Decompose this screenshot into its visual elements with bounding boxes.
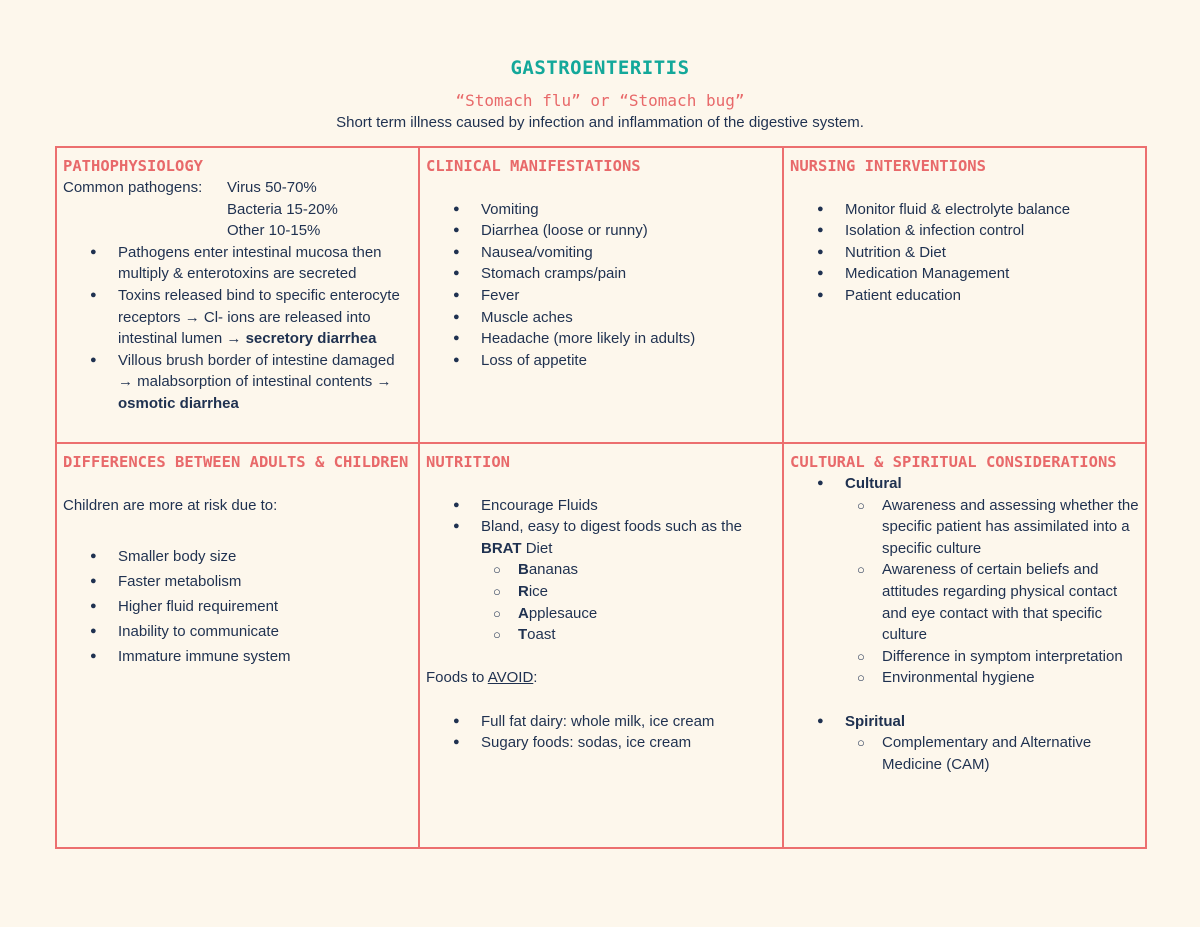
pathogen-bacteria: Bacteria 15-20% [227, 200, 338, 218]
circle-bullet-icon: ○ [857, 562, 865, 578]
osmotic-diarrhea: osmotic diarrhea [118, 394, 239, 412]
bullet-icon: ● [90, 245, 97, 258]
pathogen-virus: Virus 50-70% [227, 179, 317, 196]
differences-heading: DIFFERENCES BETWEEN ADULTS & CHILDREN [63, 453, 409, 471]
list-item: ● Headache (more likely in adults) [426, 328, 776, 350]
list-item [790, 473, 1139, 689]
spiritual-label: Spiritual [845, 712, 906, 730]
list-item: ● Vomiting [426, 199, 776, 221]
list-item: ○ Complementary and Alternative Medicine (CAM) [857, 734, 1092, 773]
spiritual-sublist [845, 732, 1139, 775]
bullet-icon: ● [90, 625, 97, 638]
nutrition-heading: NUTRITION [426, 453, 510, 471]
list-item: ● Faster metabolism [63, 569, 412, 594]
bullet-icon: ● [453, 310, 460, 323]
list-item: ● Toxins released bind to specific enterocyte receptors → Cl- ions are released into intestinal lumen → secretory diarrhea [90, 286, 400, 348]
bullet-icon: ● [90, 353, 97, 366]
bullet-icon: ● [817, 267, 824, 280]
nutrition-cell [420, 444, 784, 847]
list-item: ○ Difference in symptom interpretation [845, 646, 1139, 668]
nutrition-list [426, 495, 776, 646]
list-item [790, 711, 1139, 776]
list-item: ● Bland, easy to digest foods such as the BRAT Diet ○ Bananas ○ Rice ○ Applesauce ○ Toast [426, 516, 776, 646]
list-item: ○ Applesauce [481, 603, 776, 625]
pathophysiology-list [63, 242, 412, 415]
circle-bullet-icon: ○ [857, 735, 865, 751]
circle-bullet-icon: ○ [493, 583, 501, 599]
bullet-icon: ● [453, 498, 460, 511]
circle-bullet-icon: ○ [493, 605, 501, 621]
page-description: Short term illness caused by infection and inflammation of the digestive system. [336, 114, 864, 131]
pathophysiology-cell [57, 148, 420, 444]
list-item: ● Nausea/vomiting [426, 242, 776, 264]
bullet-icon: ● [453, 714, 460, 727]
circle-bullet-icon: ○ [493, 562, 501, 578]
cultural-list [790, 473, 1139, 689]
bullet-icon: ● [453, 224, 460, 237]
pathogen-row [63, 199, 412, 221]
circle-bullet-icon: ○ [857, 670, 865, 686]
bullet-icon: ● [817, 224, 824, 237]
bullet-icon: ● [453, 288, 460, 301]
pathogen-row [63, 220, 412, 242]
bullet-icon: ● [453, 332, 460, 345]
list-item: ● Loss of appetite [426, 350, 776, 372]
bullet-icon: ● [817, 202, 824, 215]
pathogen-other: Other 10-15% [227, 222, 321, 240]
circle-bullet-icon: ○ [493, 627, 501, 643]
list-item: ● Monitor fluid & electrolyte balance [790, 199, 1139, 221]
brat-label: BRAT [481, 539, 522, 557]
differences-list [63, 544, 412, 669]
list-item: ● Medication Management [790, 263, 1139, 285]
list-item: ● Muscle aches [426, 307, 776, 329]
list-item: ○ Rice [481, 581, 776, 603]
bullet-icon: ● [90, 550, 97, 563]
bullet-icon: ● [90, 288, 97, 301]
clinical-cell [420, 148, 784, 444]
spiritual-list [790, 711, 1139, 776]
bullet-icon: ● [453, 736, 460, 749]
pathogen-row [63, 177, 412, 199]
pathophysiology-heading: PATHOPHYSIOLOGY [63, 157, 203, 175]
clinical-heading: CLINICAL MANIFESTATIONS [426, 157, 641, 175]
bullet-icon: ● [90, 600, 97, 613]
avoid-line: Foods to AVOID: [426, 669, 538, 687]
cultural-cell [784, 444, 1145, 847]
avoid-word: AVOID [487, 669, 534, 687]
bullet-icon: ● [453, 520, 460, 533]
bullet-icon: ● [453, 353, 460, 366]
pathogens-label: Common pathogens: [63, 179, 203, 196]
brat-list [481, 559, 776, 645]
differences-cell [57, 444, 420, 847]
avoid-list [426, 711, 776, 754]
page-title: GASTROENTERITIS [510, 57, 690, 79]
cultural-sublist [845, 495, 1139, 689]
cultural-heading: CULTURAL & SPIRITUAL CONSIDERATIONS [790, 453, 1117, 471]
bullet-icon: ● [817, 288, 824, 301]
page-subtitle: “Stomach flu” or “Stomach bug” [455, 91, 745, 110]
list-item: ● Villous brush border of intestine damaged → malabsorption of intestinal contents → osmotic diarrhea [90, 351, 395, 412]
differences-intro: Children are more at risk due to: [63, 496, 278, 514]
list-item: ● Fever [426, 285, 776, 307]
list-item: ○ Awareness and assessing whether the specific patient has assimilated into a specific culture [857, 496, 1139, 557]
circle-bullet-icon: ○ [857, 497, 865, 513]
list-item: ● Smaller body size [63, 544, 412, 569]
secretory-diarrhea: secretory diarrhea [245, 330, 377, 348]
list-item: ○ Bananas [481, 559, 776, 581]
clinical-list [426, 199, 776, 372]
list-item: ○ Toast [481, 624, 776, 646]
list-item: ● Patient education [790, 285, 1139, 307]
content-grid [55, 146, 1147, 849]
list-item: ● Immature immune system [63, 644, 412, 669]
list-item: ○ Awareness of certain beliefs and attitudes regarding physical contact and eye contact with that specific culture [857, 561, 1118, 644]
nursing-heading: NURSING INTERVENTIONS [790, 157, 986, 175]
list-item: ● Pathogens enter intestinal mucosa then multiply & enterotoxins are secreted [90, 243, 382, 283]
list-item: ● Encourage Fluids [426, 495, 776, 517]
bullet-icon: ● [90, 650, 97, 663]
list-item: ● Diarrhea (loose or runny) [426, 220, 776, 242]
list-item: ● Stomach cramps/pain [426, 263, 776, 285]
bullet-icon: ● [90, 575, 97, 588]
list-item: ○ Environmental hygiene [845, 667, 1139, 689]
bullet-icon: ● [453, 267, 460, 280]
list-item: ● Higher fluid requirement [63, 594, 412, 619]
bullet-icon: ● [817, 245, 824, 258]
bullet-icon: ● [453, 202, 460, 215]
bullet-icon: ● [453, 245, 460, 258]
list-item: ● Inability to communicate [63, 619, 412, 644]
list-item: ● Full fat dairy: whole milk, ice cream [426, 711, 776, 733]
list-item: ● Nutrition & Diet [790, 242, 1139, 264]
cultural-label: Cultural [845, 475, 902, 492]
circle-bullet-icon: ○ [857, 648, 865, 664]
bullet-icon: ● [817, 714, 824, 727]
list-item: ● Sugary foods: sodas, ice cream [426, 732, 776, 754]
nursing-cell [784, 148, 1145, 444]
list-item: ● Isolation & infection control [790, 220, 1139, 242]
nursing-list [790, 199, 1139, 307]
bullet-icon: ● [817, 477, 824, 489]
